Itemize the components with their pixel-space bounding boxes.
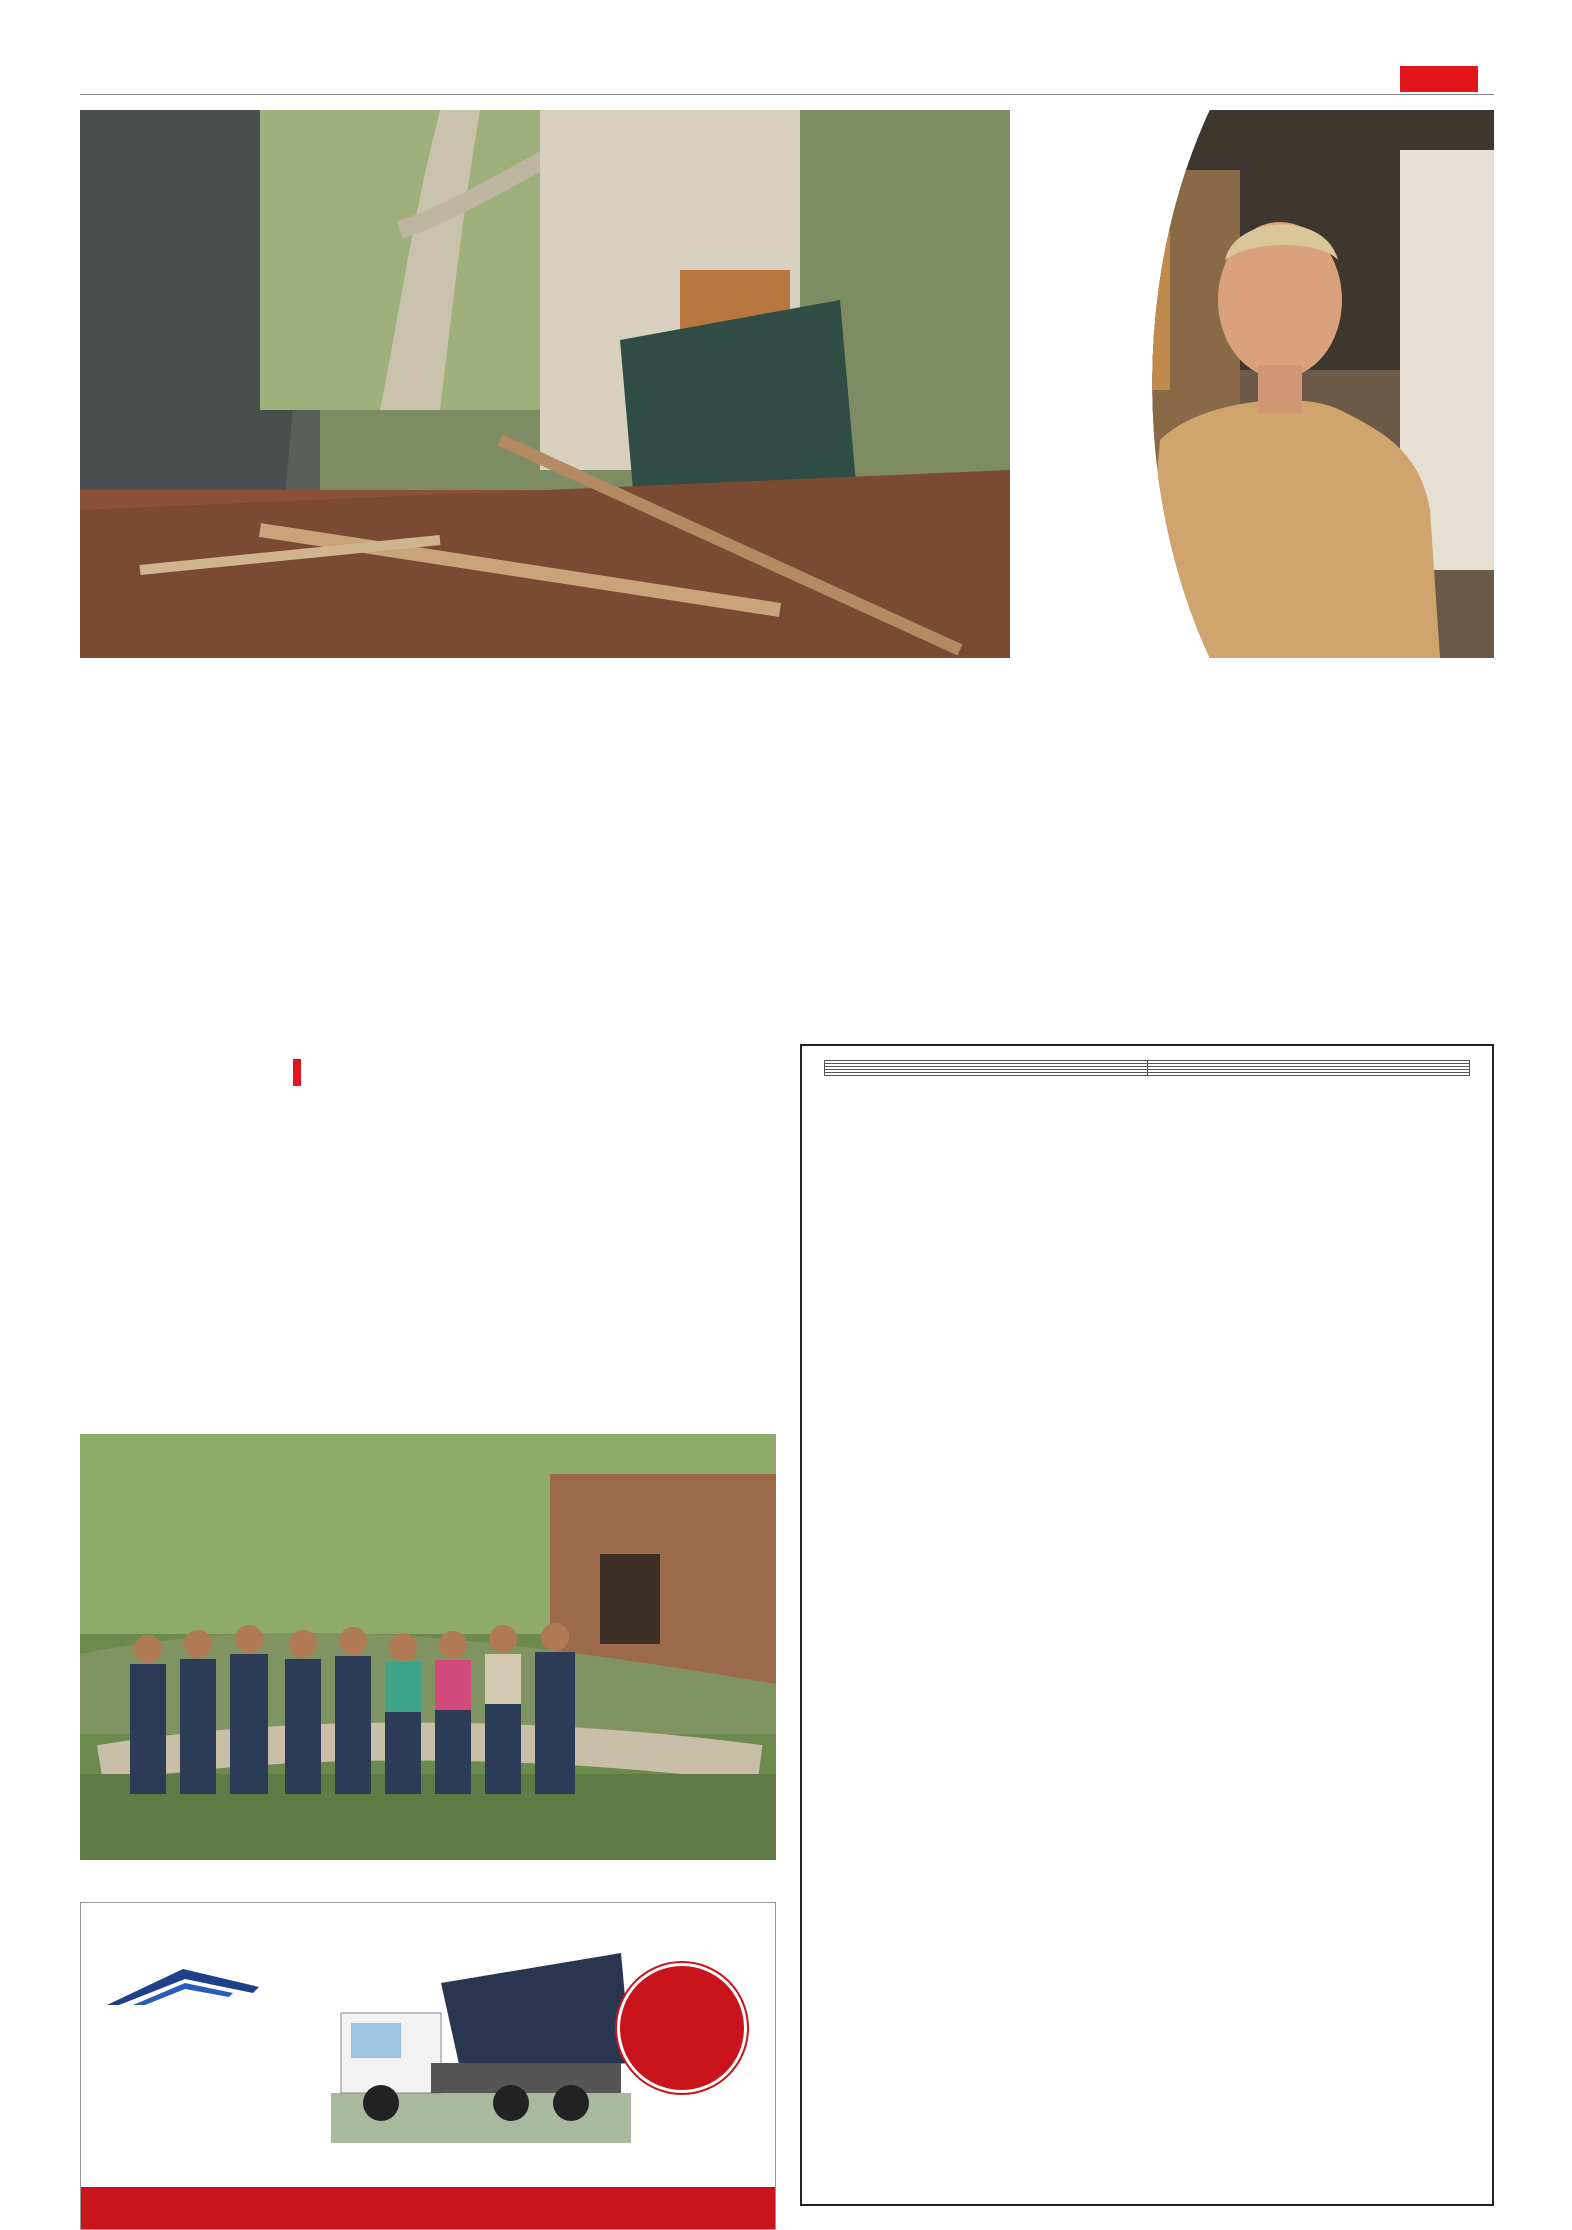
pull-quote	[293, 1058, 531, 1087]
pull-quote-text	[293, 1059, 301, 1086]
section-label[interactable]	[1400, 66, 1478, 92]
roof-swoosh-icon	[103, 1963, 263, 2007]
collapsed-bedroom-photo[interactable]	[80, 110, 1010, 658]
header-divider	[80, 94, 1494, 95]
pcs-sand-advert[interactable]	[80, 1902, 776, 2230]
document-locations-table	[824, 1060, 1470, 1076]
pcs-sand-logo	[103, 1963, 313, 2012]
koos-portrait-photo[interactable]	[960, 110, 1494, 658]
group-photo-illustration	[80, 1434, 776, 1860]
man-portrait-illustration	[960, 110, 1494, 658]
table-cell	[825, 1073, 1148, 1076]
advert-phone-numbers[interactable]	[81, 2187, 776, 2229]
collapsed-bedroom-illustration	[80, 110, 1010, 658]
table-row	[825, 1073, 1470, 1076]
call-and-deliver-badge	[617, 1963, 747, 2093]
wsp-engage-link[interactable]	[1147, 1073, 1470, 1076]
tipper-truck-image	[331, 1943, 631, 2143]
environmental-notice	[800, 1044, 1494, 2206]
truck-illustration	[331, 1943, 631, 2143]
community-group-photo[interactable]	[80, 1434, 776, 1860]
